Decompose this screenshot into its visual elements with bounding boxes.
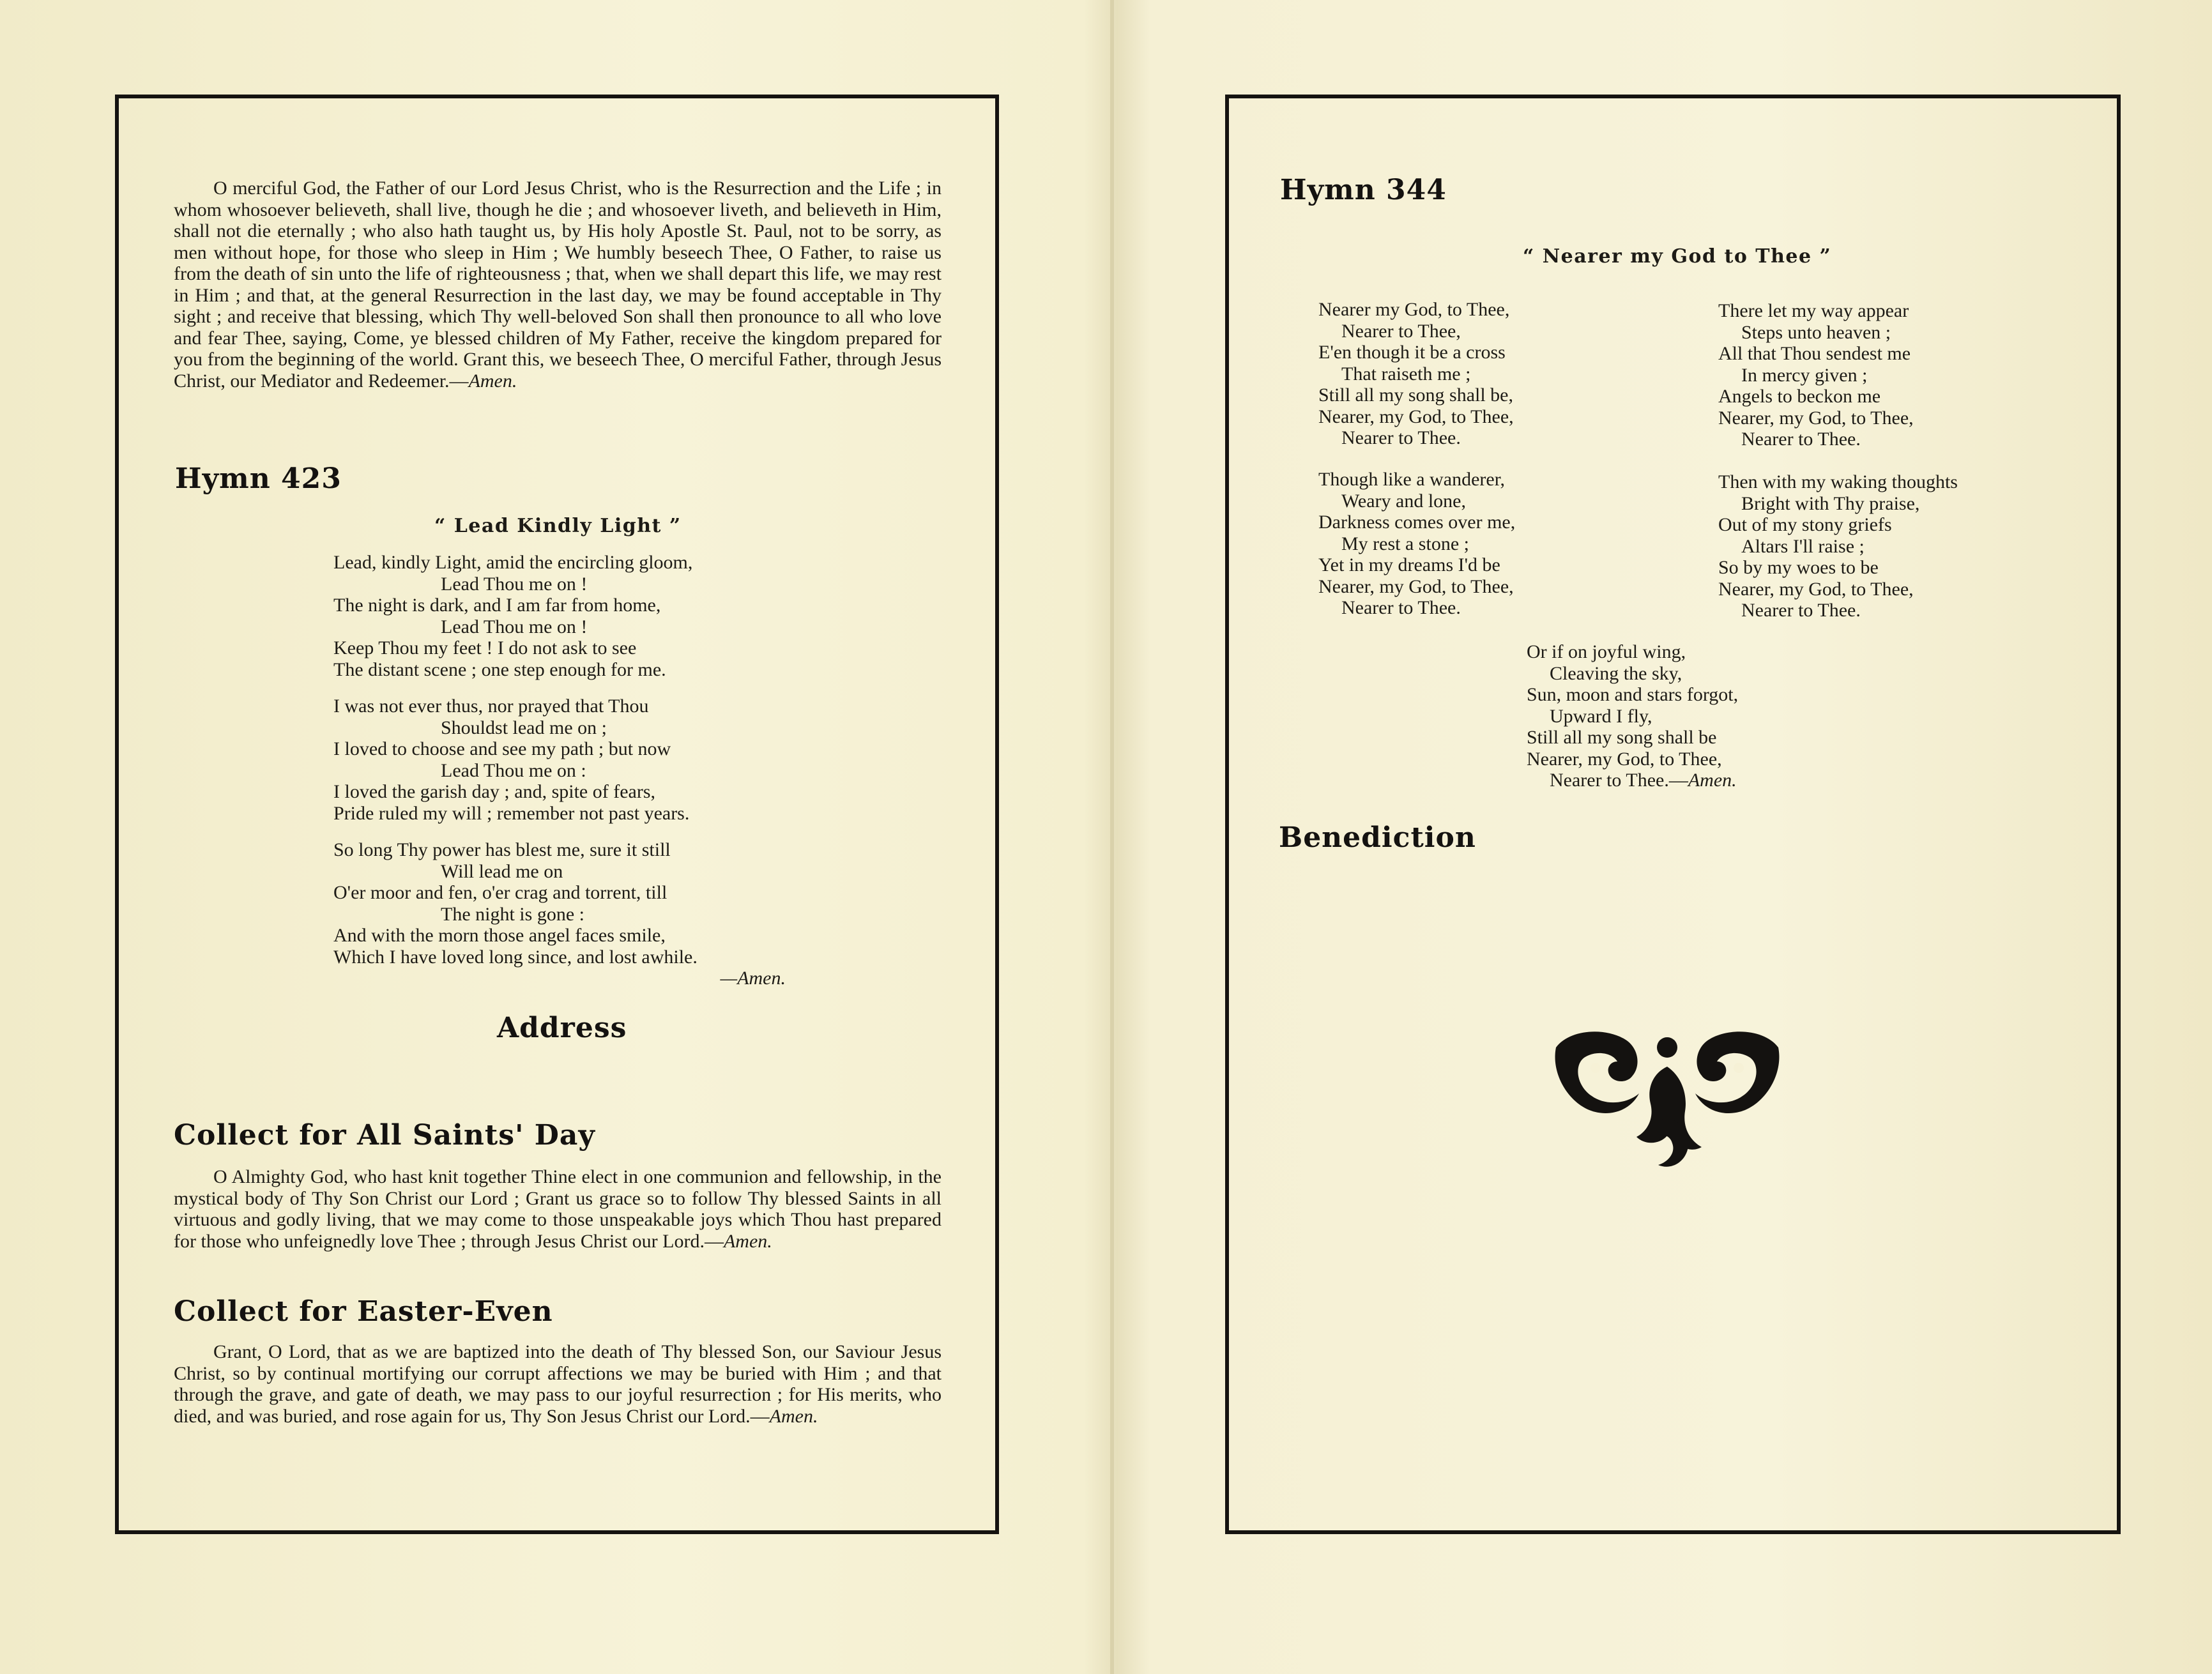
collect-all-saints-heading: Collect for All Saints' Day — [174, 1119, 595, 1152]
verse-line — [1527, 770, 1859, 791]
center-fold — [1110, 0, 1114, 1674]
floral-ornament-icon — [1551, 1022, 1783, 1170]
collect-all-saints-amen: Amen. — [723, 1230, 772, 1252]
verse-line: Bright with Thy praise, — [1741, 492, 1920, 514]
verse-line: Nearer, my God, to Thee, — [1718, 407, 1914, 429]
verse-line: Altars I'll raise ; — [1741, 535, 1865, 557]
verse-line: Upward I fly, — [1550, 705, 1652, 727]
opening-prayer — [174, 178, 942, 392]
hymn-423-amen: —Amen. — [720, 968, 786, 989]
verse-line: Lead Thou me on : — [441, 759, 586, 781]
verse-line: So by my woes to be — [1718, 557, 1879, 578]
verse-line: Out of my stony griefs — [1718, 514, 1892, 535]
address-heading: Address — [497, 1012, 627, 1044]
verse-line: Pride ruled my will ; remember not past years. — [333, 802, 690, 824]
verse-line: Nearer to Thee, — [1341, 320, 1461, 342]
verse-line: Still all my song shall be, — [1318, 384, 1513, 406]
verse-line-text: Nearer to Thee.— — [1550, 770, 1688, 791]
hymn-344-amen: Amen. — [1688, 770, 1737, 791]
verse-line: Shouldst lead me on ; — [441, 717, 607, 738]
verse-line: Nearer to Thee. — [1741, 600, 1861, 621]
verse-line: That raiseth me ; — [1341, 363, 1471, 384]
verse-line: Darkness comes over me, — [1318, 512, 1516, 533]
collect-easter-even-text — [174, 1341, 942, 1427]
verse-line: Nearer to Thee. — [1341, 597, 1461, 618]
verse-line: I loved to choose and see my path ; but now — [333, 738, 671, 759]
verse-line: So long Thy power has blest me, sure it still — [333, 839, 671, 860]
verse-line: The distant scene ; one step enough for me. — [333, 658, 666, 680]
verse-line: Nearer to Thee. — [1741, 429, 1861, 450]
hymn-344-subtitle: “ Nearer my God to Thee ” — [1523, 245, 1832, 268]
verse-line: I loved the garish day ; and, spite of fears, — [333, 781, 656, 802]
verse-line: Still all my song shall be — [1527, 727, 1717, 748]
hymn-344-stanza-1 — [1318, 299, 1676, 449]
verse-line: Lead Thou me on ! — [441, 573, 588, 595]
hymn-344-heading: Hymn 344 — [1280, 174, 1447, 206]
collect-all-saints-body: O Almighty God, who hast knit together Thine elect in one communion and fellowship, in the mystical body of Thy Son Christ our Lord ; Grant us grace so to follow Thy blessed Saints in all virtuous and godly living, that we may come to those unspeakable joys which Thou hast prepared for those who unfeignedly love Thee ; through Jesus Christ our Lord.— — [174, 1166, 942, 1252]
verse-line: My rest a stone ; — [1341, 533, 1469, 554]
verse-line: Then with my waking thoughts — [1718, 471, 1958, 492]
hymn-344-stanza-2 — [1318, 469, 1676, 619]
verse-line: Sun, moon and stars forgot, — [1527, 684, 1739, 705]
verse-line: Or if on joyful wing, — [1527, 641, 1686, 662]
verse-line: Lead, kindly Light, amid the encircling gloom, — [333, 552, 693, 573]
verse-line: All that Thou sendest me — [1718, 343, 1911, 364]
verse-line: Weary and lone, — [1341, 490, 1466, 512]
collect-easter-even-amen: Amen. — [769, 1405, 818, 1427]
benediction-heading: Benediction — [1279, 821, 1476, 854]
verse-line: In mercy given ; — [1741, 364, 1868, 386]
verse-line: Nearer, my God, to Thee, — [1718, 578, 1914, 600]
verse-line: Which I have loved long since, and lost awhile. — [333, 946, 698, 968]
verse-line: Keep Thou my feet ! I do not ask to see — [333, 637, 637, 658]
hymn-423-heading: Hymn 423 — [175, 462, 342, 495]
verse-line: O'er moor and fen, o'er crag and torrent, till — [333, 882, 667, 903]
verse-line: Will lead me on — [441, 860, 563, 882]
hymn-344-stanza-4 — [1718, 471, 2076, 621]
verse-line: The night is dark, and I am far from home, — [333, 595, 661, 616]
hymn-344-stanza-3 — [1718, 300, 2076, 450]
verse-line: E'en though it be a cross — [1318, 342, 1506, 363]
opening-prayer-amen: Amen. — [468, 370, 517, 392]
hymn-344-stanza-5 — [1527, 641, 1859, 791]
verse-line: Nearer, my God, to Thee, — [1318, 406, 1514, 427]
verse-line: Nearer to Thee. — [1341, 427, 1461, 448]
verse-line: Yet in my dreams I'd be — [1318, 554, 1500, 575]
opening-prayer-text: O merciful God, the Father of our Lord Jesus Christ, who is the Resurrection and the Life ; in whom whosoever believeth, shall live, though he die ; and whosoever liveth, and believeth in Him, shall not die eternally ; who also hath taught us, by His holy Apostle St. Paul, not to be sorry, as men without hope, for those who sleep in Him ; We humbly beseech Thee, O Father, to raise us from the death of sin unto the life of righteousness ; that, when we shall depart this life, we may rest in Him ; and that, at the general Resurrection in the last day, we may be found acceptable in Thy sight ; and receive that blessing, which Thy well-beloved Son shall then pronounce to all who love and fear Thee, saying, Come, ye blessed children of My Father, receive the kingdom prepared for you from the beginning of the world. Grant this, we beseech Thee, O merciful Father, through Jesus Christ, our Mediator and Redeemer.— — [174, 178, 942, 392]
hymn-423-verse — [333, 552, 786, 989]
verse-line: Nearer, my God, to Thee, — [1318, 575, 1514, 597]
verse-line: Nearer, my God, to Thee, — [1527, 748, 1722, 770]
collect-all-saints-text — [174, 1166, 942, 1252]
verse-line: Nearer my God, to Thee, — [1318, 299, 1510, 320]
verse-line: Though like a wanderer, — [1318, 469, 1506, 490]
verse-line: I was not ever thus, nor prayed that Thou — [333, 696, 649, 717]
verse-line: Lead Thou me on ! — [441, 616, 588, 637]
hymn-423-subtitle: “ Lead Kindly Light ” — [434, 515, 682, 537]
verse-line: There let my way appear — [1718, 300, 1909, 321]
collect-easter-even-heading: Collect for Easter-Even — [174, 1295, 553, 1328]
collect-easter-even-body: Grant, O Lord, that as we are baptized into the death of Thy blessed Son, our Saviour Jesus Christ, so by continual mortifying our corrupt affections we may be buried with Him ; and that through the grave, and gate of death, we may pass to our joyful resurrection ; for His merits, who died, and was buried, and rose again for us, Thy Son Jesus Christ our Lord.— — [174, 1341, 942, 1427]
verse-line: And with the morn those angel faces smile, — [333, 925, 666, 946]
verse-line: Angels to beckon me — [1718, 386, 1881, 407]
verse-line: Steps unto heaven ; — [1741, 321, 1891, 343]
verse-line: Cleaving the sky, — [1550, 662, 1682, 684]
verse-line: The night is gone : — [441, 903, 584, 925]
